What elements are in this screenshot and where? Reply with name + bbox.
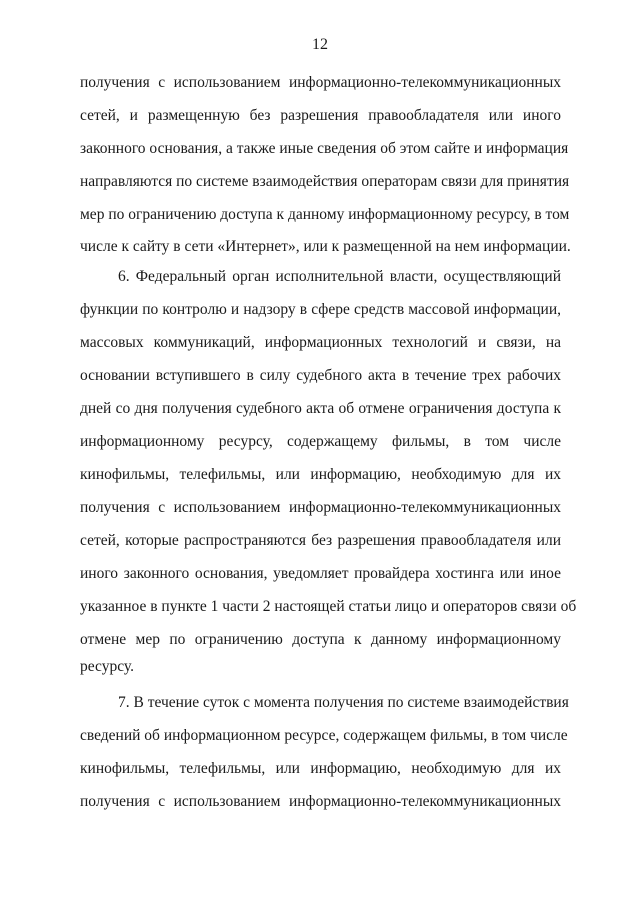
- text-line: ресурсу.: [80, 658, 134, 675]
- text-line: функции по контролю и надзору в сфере средств массовой информации,: [80, 301, 561, 318]
- text-line: числе к сайту в сети «Интернет», или к размещенной на нем информации.: [80, 238, 571, 255]
- text-line: информационному ресурсу, содержащему фильмы, в том числе: [80, 433, 561, 450]
- text-line: дней со дня получения судебного акта об отмене ограничения доступа к: [80, 400, 561, 417]
- text-line: указанное в пункте 1 части 2 настоящей статьи лицо и операторов связи об: [80, 598, 577, 615]
- text-line: отмене мер по ограничению доступа к данному информационному: [80, 631, 561, 648]
- text-line: получения с использованием информационно-телекоммуникационных: [80, 74, 561, 91]
- text-line: получения с использованием информационно-телекоммуникационных: [80, 793, 561, 810]
- text-line: сетей, и размещенную без разрешения правообладателя или иного: [80, 107, 561, 124]
- text-line: основании вступившего в силу судебного акта в течение трех рабочих: [80, 367, 561, 384]
- text-line: 7. В течение суток с момента получения по системе взаимодействия: [118, 694, 569, 711]
- text-line: кинофильмы, телефильмы, или информацию, необходимую для их: [80, 466, 561, 483]
- text-line: иного законного основания, уведомляет провайдера хостинга или иное: [80, 565, 561, 582]
- text-line: мер по ограничению доступа к данному информационному ресурсу, в том: [80, 206, 570, 223]
- text-line: 6. Федеральный орган исполнительной власти, осуществляющий: [118, 268, 561, 285]
- text-line: сведений об информационном ресурсе, содержащем фильмы, в том числе: [80, 727, 568, 744]
- text-line: сетей, которые распространяются без разрешения правообладателя или: [80, 532, 561, 549]
- text-line: законного основания, а также иные сведения об этом сайте и информация: [80, 140, 569, 157]
- text-line: кинофильмы, телефильмы, или информацию, необходимую для их: [80, 760, 561, 777]
- text-line: направляются по системе взаимодействия операторам связи для принятия: [80, 173, 570, 190]
- text-line: массовых коммуникаций, информационных технологий и связи, на: [80, 334, 561, 351]
- text-line: получения с использованием информационно-телекоммуникационных: [80, 499, 561, 516]
- page-number: 12: [312, 36, 328, 53]
